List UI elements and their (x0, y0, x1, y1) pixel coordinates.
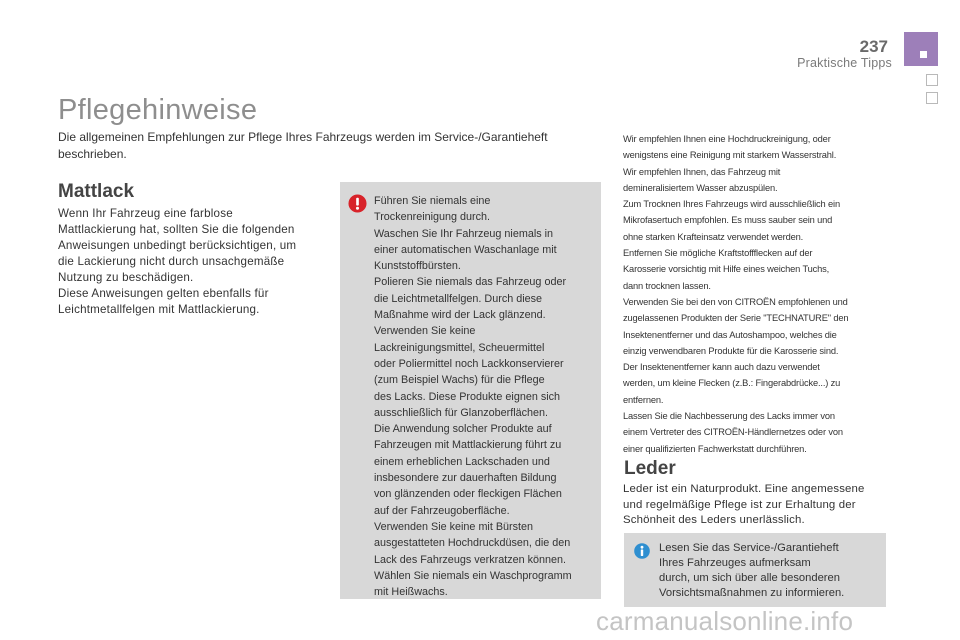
recommendation-line: Insektenentferner und das Autoshampoo, welches die (623, 329, 837, 340)
recommendation-line: einem Vertreter des CITROËN-Händlernetzes oder von (623, 427, 843, 438)
tab-outline-1 (926, 74, 938, 86)
warning-line: einem erheblichen Lackschaden und (374, 455, 550, 468)
leder-heading: Leder (624, 458, 676, 479)
warning-line: Verwenden Sie keine mit Bürsten (374, 520, 534, 533)
warning-line: ausschließlich für Glanzoberflächen. (374, 406, 549, 419)
tab-outline-2 (926, 92, 938, 104)
recommendation-line: Zum Trocknen Ihres Fahrzeugs wird ausschließlich ein (623, 199, 840, 210)
warning-line: Wählen Sie niemals ein Waschprogramm (374, 569, 572, 582)
info-icon (634, 543, 650, 559)
leder-line: und regelmäßige Pflege ist zur Erhaltung der (623, 498, 856, 511)
mattlack-line: Diese Anweisungen gelten ebenfalls für (58, 287, 269, 300)
mattlack-line: Mattlackierung hat, sollten Sie die folgenden (58, 223, 295, 236)
leder-line: Schönheit des Leders unerlässlich. (623, 514, 805, 526)
warning-box (340, 182, 601, 599)
warning-line: Polieren Sie niemals das Fahrzeug oder (374, 276, 567, 289)
info-box (624, 533, 886, 607)
recommendation-line: zugelassenen Produkten der Serie "TECHNATURE" den (623, 313, 849, 324)
recommendation-line: Der Insektenentferner kann auch dazu verwendet (623, 362, 820, 373)
info-line: Lesen Sie das Service-/Garantieheft (659, 542, 839, 554)
mattlack-line: Leichtmetallfelgen mit Mattlackierung. (58, 303, 260, 316)
warning-line: Lack des Fahrzeugs verkratzen können. (374, 553, 567, 566)
warning-line: (zum Beispiel Wachs) für die Pflege (374, 374, 545, 387)
recommendation-line: einzig verwendbaren Produkte für die Karosserie sind. (623, 345, 839, 356)
warning-text (374, 193, 598, 600)
section-tab-marker (920, 51, 927, 58)
warning-line: Maßnahme wird der Lack glänzend. (374, 309, 546, 322)
info-line: durch, um sich über alle besonderen (659, 572, 840, 584)
recommendation-line: einer qualifizierten Fachwerkstatt durchführen. (623, 443, 807, 454)
warning-icon (348, 194, 367, 213)
mattlack-line: Anweisungen unbedingt berücksichtigen, um (58, 239, 297, 252)
recommendation-line: Entfernen Sie mögliche Kraftstoffflecken auf der (623, 248, 813, 259)
warning-line: Fahrzeugen mit Mattlackierung führt zu (374, 439, 562, 452)
warning-line: insbesondere zur dauerhaften Bildung (374, 472, 557, 485)
warning-line: einer automatischen Waschanlage mit (374, 243, 557, 256)
recommendation-line: werden, um kleine Flecken (z.B.: Fingerabdrücke...) zu (623, 378, 841, 389)
recommendation-line: Lassen Sie die Nachbesserung des Lacks immer von (623, 411, 835, 422)
info-line: Vorsichtsmaßnahmen zu informieren. (659, 587, 845, 599)
mattlack-line: Wenn Ihr Fahrzeug eine farblose (58, 207, 233, 220)
info-text (659, 541, 881, 601)
warning-line: Verwenden Sie keine (374, 325, 476, 338)
page-number: 237 (859, 37, 888, 56)
warning-line: Lackreinigungsmittel, Scheuermittel (374, 341, 545, 354)
intro-line: Die allgemeinen Empfehlungen zur Pflege Ihres Fahrzeugs werden im Service-/Garantieheft (58, 130, 548, 144)
info-line: Ihres Fahrzeuges aufmerksam (659, 557, 811, 569)
mattlack-text (58, 206, 308, 318)
warning-line: Führen Sie niemals eine (374, 195, 491, 207)
warning-line: mit Heißwachs. (374, 586, 448, 599)
recommendation-line: demineralisiertem Wasser abzuspülen. (623, 182, 778, 193)
warning-line: des Lacks. Diese Produkte eignen sich (374, 390, 561, 403)
cleaning-recommendations (623, 131, 891, 457)
mattlack-line: die Lackierung nicht durch unsachgemäße (58, 255, 285, 268)
warning-line: Die Anwendung solcher Produkte auf (374, 423, 552, 436)
mattlack-heading: Mattlack (58, 181, 135, 202)
recommendation-line: Mikrofasertuch empfohlen. Es muss sauber sein und (623, 215, 833, 226)
recommendation-line: wenigstens eine Reinigung mit starkem Wasserstrahl. (623, 150, 837, 161)
recommendation-line: ohne starken Krafteinsatz verwendet werden. (623, 231, 804, 242)
intro-line: beschrieben. (58, 147, 127, 161)
warning-line: ausgestatteten Hochdruckdüsen, die den (374, 537, 571, 550)
warning-line: von glänzenden oder fleckigen Flächen (374, 488, 562, 501)
watermark: carmanualsonline.info (596, 606, 854, 636)
section-name: Praktische Tipps (797, 56, 892, 70)
warning-line: auf der Fahrzeugoberfläche. (374, 504, 510, 517)
mattlack-line: Nutzung zu beschädigen. (58, 271, 194, 284)
warning-line: oder Poliermittel noch Lackkonservierer (374, 357, 564, 370)
recommendation-line: Verwenden Sie bei den von CITROËN empfohlenen und (623, 296, 848, 307)
recommendation-line: dann trocknen lassen. (623, 280, 711, 291)
warning-line: die Leichtmetallfelgen. Durch diese (374, 292, 543, 305)
intro-text (58, 129, 588, 163)
recommendation-line: Karosserie vorsichtig mit Hilfe eines weichen Tuchs, (623, 264, 830, 275)
warning-line: Kunststoffbürsten. (374, 260, 461, 273)
recommendation-line: entfernen. (623, 394, 664, 405)
warning-line: Waschen Sie Ihr Fahrzeug niemals in (374, 227, 554, 240)
leder-line: Leder ist ein Naturprodukt. Eine angemessene (623, 483, 865, 495)
section-tab (904, 32, 938, 66)
page-title: Pflegehinweise (58, 94, 258, 126)
recommendation-line: Wir empfehlen Ihnen eine Hochdruckreinigung, oder (623, 134, 831, 144)
leder-text (623, 482, 893, 529)
warning-line: Trockenreinigung durch. (374, 211, 491, 224)
recommendation-line: Wir empfehlen Ihnen, das Fahrzeug mit (623, 166, 781, 177)
